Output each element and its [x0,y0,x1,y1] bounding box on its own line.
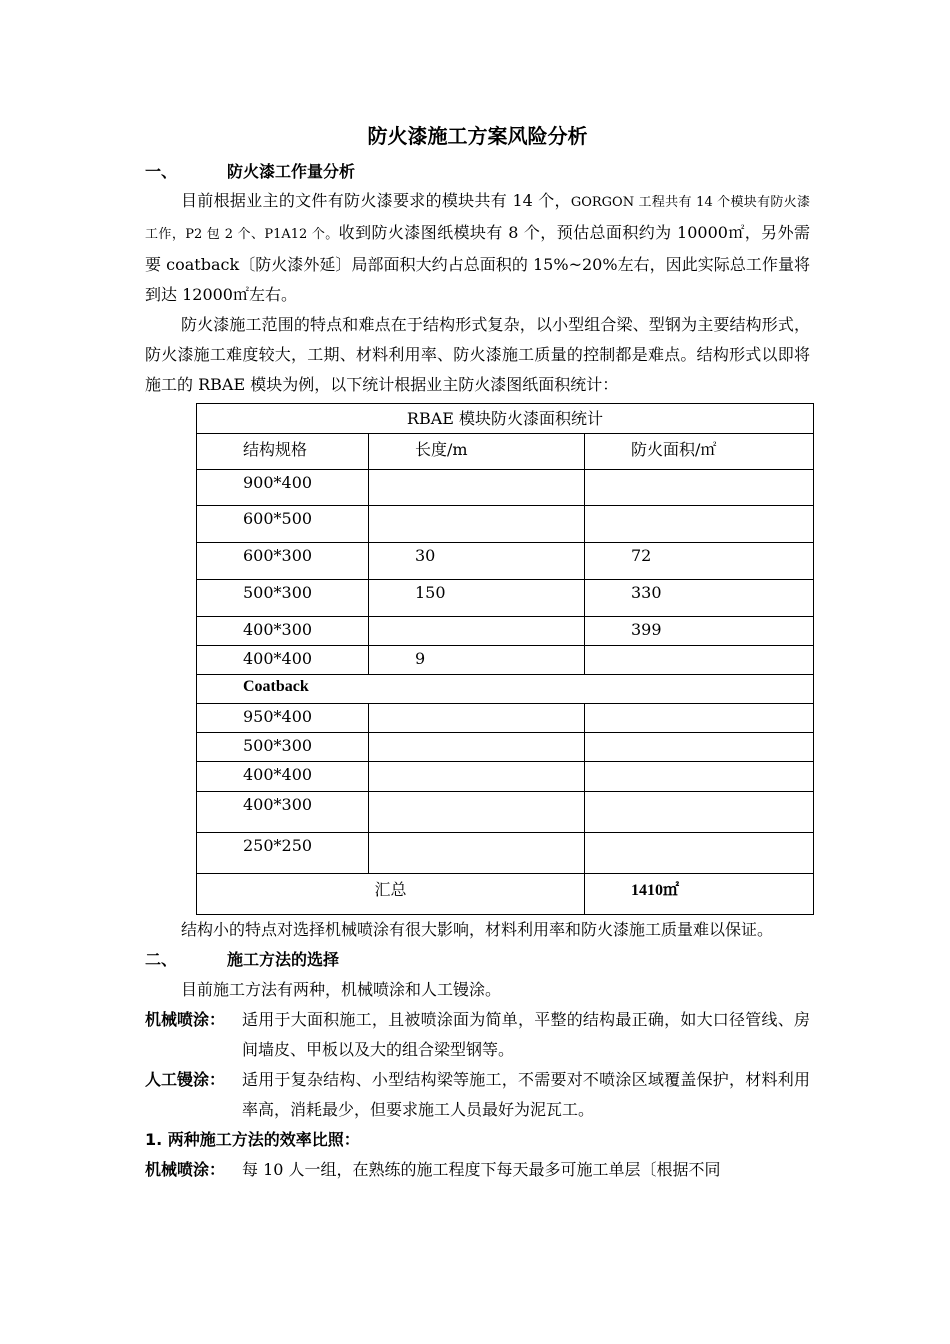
table-row-coatback: Coatback [197,675,814,704]
section-number: 二、 [145,950,178,969]
section-number: 一、 [145,162,178,181]
table-header-row [197,434,814,470]
method-text: 适用于大面积施工，且被喷涂面为简单，平整的结构最正确，如大口径管线、房间墙皮、甲板以及大的组合梁型钢等。 [242,1010,810,1059]
paragraph-workload: 目前根据业主的文件有防火漆要求的模块共有 14 个，GORGON 工程共有 14 个模块有防火漆工作，P2 包 2 个、P1A12 个。收到防火漆图纸模块有 8 个，预估总面积约为 10000㎡，另外需要 coatback〔防火漆外延〕局部面积大约占总面积的 15%~20%左右，因此实际总工作量将到达 12000㎡左右。 [145,191,810,304]
table-row: 600*300 30 72 [197,543,814,580]
document-title: 防火漆施工方案风险分析 [367,124,588,148]
table-caption: RBAE 模块防火漆面积统计 [197,404,814,434]
total-value: 1410㎡ [631,882,680,899]
table-row: 500*300 150 330 [197,580,814,617]
method-text: 适用于复杂结构、小型结构梁等施工，不需要对不喷涂区域覆盖保护，材料利用率高，消耗最少，但要求施工人员最好为泥瓦工。 [242,1070,810,1119]
section-title: 施工方法的选择 [227,950,340,969]
area-stat-table [196,403,814,915]
table-row: 400*400 [197,762,814,792]
table-total-row [197,874,814,915]
table-row: 400*300 399 [197,617,814,646]
total-label: 汇总 [374,880,407,899]
method-machine-spray [145,1005,810,1065]
table-row: 500*300 [197,733,814,762]
subheading-efficiency: 1. 两种施工方法的效率比照： [145,1130,360,1149]
document-page [145,120,810,1185]
paragraph-difficulty: 防火漆施工范围的特点和难点在于结构形式复杂，以小型组合梁、型钢为主要结构形式，防火漆施工难度较大，工期、材料利用率、防火漆施工质量的控制都是难点。结构形式以即将施工的 RBAE 模块为例，以下统计根据业主防火漆图纸面积统计： [145,315,810,394]
table-header: 结构规格 [243,440,308,459]
efficiency-machine-spray [145,1155,810,1185]
method-text: 每 10 人一组，在熟练的施工程度下每天最多可施工单层〔根据不同 [242,1160,721,1179]
method-label: 人工镘涂： [145,1070,226,1089]
paragraph-impact: 结构小的特点对选择机械喷涂有很大影响，材料利用率和防火漆施工质量难以保证。 [181,920,774,939]
table-row: 400*300 [197,792,814,833]
table-row: 250*250 [197,833,814,874]
table-row: 950*400 [197,704,814,733]
method-label: 机械喷涂： [145,1160,226,1179]
table-row: 400*400 9 [197,646,814,675]
paragraph-methods: 目前施工方法有两种，机械喷涂和人工镘涂。 [181,980,502,999]
table-header: 长度/m [415,440,468,459]
method-manual-trowel [145,1065,810,1125]
table-row: 600*500 [197,506,814,543]
method-label: 机械喷涂： [145,1010,226,1029]
section-title: 防火漆工作量分析 [227,162,356,181]
table-header: 防火面积/㎡ [631,440,717,459]
table-row: 900*400 [197,470,814,506]
section-heading-1 [145,158,810,186]
section-heading-2 [145,945,810,975]
